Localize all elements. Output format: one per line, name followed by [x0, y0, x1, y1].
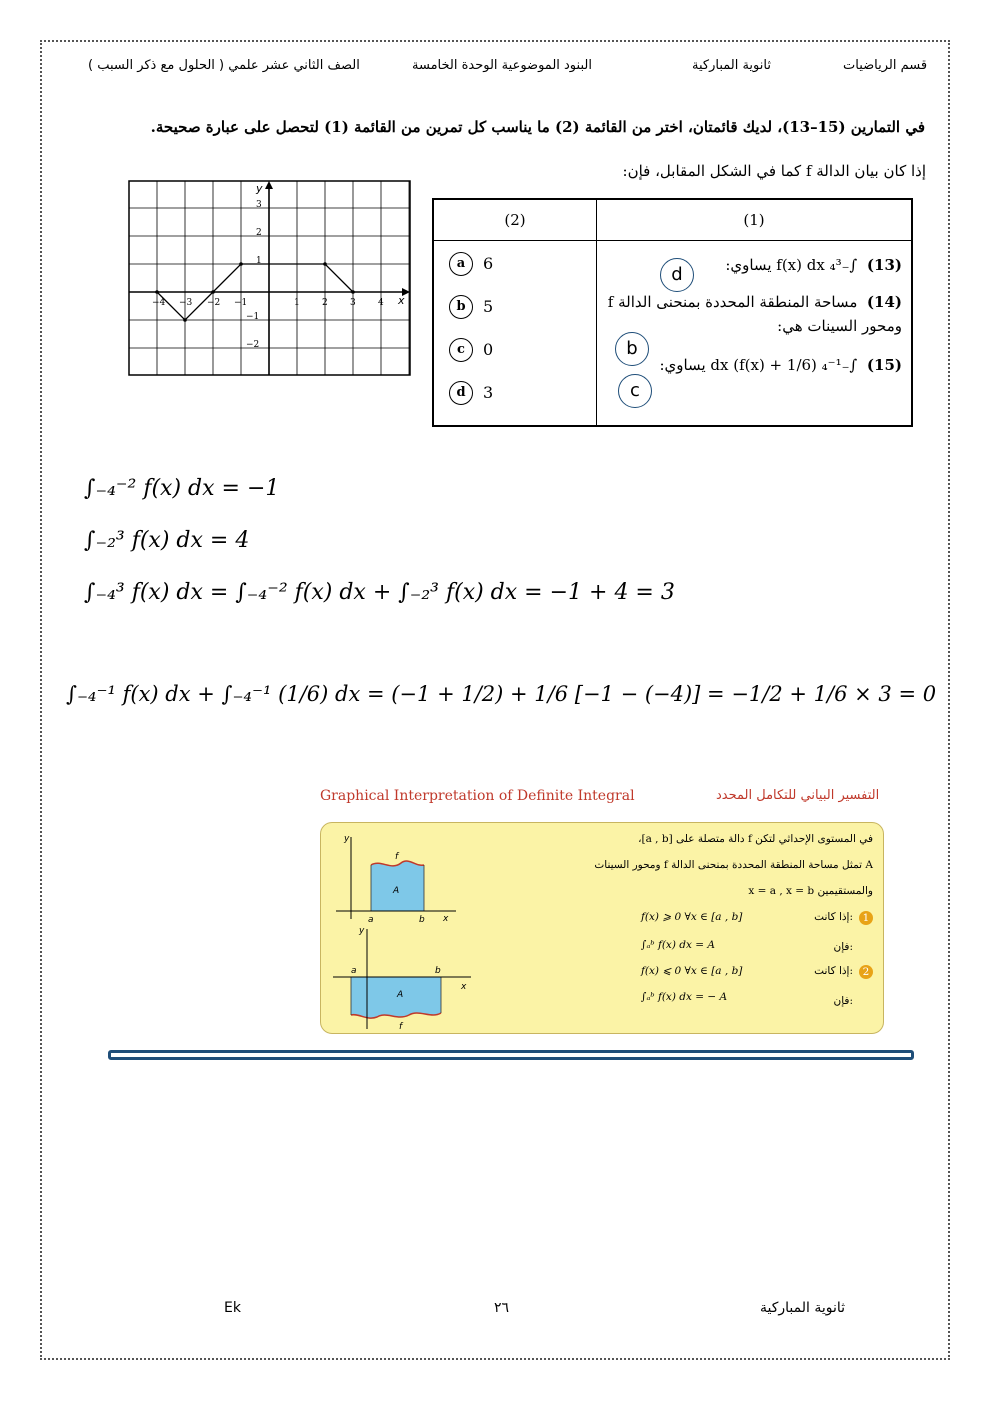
section-divider	[108, 1050, 914, 1060]
solution-eq1: ∫₋₄⁻² f(x) dx = −1	[84, 476, 280, 501]
solution-eq4: ∫₋₄⁻¹ f(x) dx + ∫₋₄⁻¹ (1/6) dx = (−1 + 1/2) + 1/6 [−1 − (−4)] = −1/2 + 1/6 × 3 = 0	[66, 682, 937, 706]
box-line3: والمستقيمين x = a , x = b	[748, 885, 873, 897]
function-vertex	[211, 290, 215, 294]
matching-table	[432, 198, 913, 427]
svg-text:y: y	[344, 834, 350, 844]
case1-result: ∫ₐᵇ f(x) dx = A	[641, 939, 715, 951]
option-c[interactable]: c 0	[435, 328, 595, 371]
footer-page-number: ٢٦	[494, 1300, 510, 1316]
function-vertex	[239, 262, 243, 266]
case2-condition: f(x) ⩽ 0 ∀x ∈ [a , b]	[641, 965, 743, 977]
answer-14-badge: b	[615, 332, 649, 366]
y-tick-label: 3	[256, 200, 262, 210]
case2-result: ∫ₐᵇ f(x) dx = − A	[641, 991, 728, 1003]
x-tick-label: −4	[152, 298, 166, 308]
instruction: في التمارين (15–13)، لديك قائمتان، اختر من القائمة (2) ما يناسب كل تمرين من القائمة (1) لتحصل على عبارة صحيحة.	[150, 118, 925, 136]
function-vertex	[155, 290, 159, 294]
y-tick-label: 1	[256, 256, 262, 266]
svg-text:b: b	[419, 915, 425, 925]
case1-number: 1	[859, 911, 873, 925]
solution-eq2: ∫₋₂³ f(x) dx = 4	[84, 528, 250, 553]
case2-if: إذا كانت:	[814, 965, 853, 977]
svg-text:y: y	[359, 926, 365, 936]
svg-text:b: b	[435, 966, 441, 976]
header-dept: قسم الرياضيات	[843, 58, 928, 73]
footer-author: Ek	[224, 1300, 241, 1316]
function-vertex	[351, 290, 355, 294]
x-tick-label: 2	[322, 298, 328, 308]
svg-text:A: A	[393, 886, 400, 896]
x-tick-label: 1	[294, 298, 300, 308]
box-line1: في المستوى الإحداثي لتكن f دالة متصلة على [a , b]،	[638, 833, 873, 845]
function-vertex	[323, 262, 327, 266]
col1-header: (1)	[597, 199, 913, 241]
option-a[interactable]: a 6	[435, 242, 595, 285]
y-tick-label: −2	[246, 340, 260, 350]
svg-text:f: f	[395, 852, 399, 862]
exercise-15: (15) ∫₋₄⁻¹ (f(x) + 1/6) dx يساوي:	[659, 356, 902, 374]
option-d[interactable]: d 3	[435, 371, 595, 414]
function-vertex	[183, 318, 187, 322]
svg-text:a: a	[351, 966, 357, 976]
function-graph	[128, 180, 411, 376]
option-b[interactable]: b 5	[435, 285, 595, 328]
x-tick-label: −1	[234, 298, 248, 308]
given-statement: إذا كان بيان الدالة f كما في الشكل المقابل، فإن:	[622, 162, 926, 180]
svg-text:x: x	[461, 982, 467, 992]
case2-number: 2	[859, 965, 873, 979]
solution-eq3: ∫₋₄³ f(x) dx = ∫₋₄⁻² f(x) dx + ∫₋₂³ f(x) dx = −1 + 4 = 3	[84, 580, 675, 605]
box-line2: A تمثل مساحة المنطقة المحددة بمنحنى الدالة f ومحور السينات	[594, 859, 873, 871]
header-unit: البنود الموضوعية الوحدة الخامسة	[412, 58, 592, 73]
box-title-ar: التفسير البياني للتكامل المحدد	[716, 788, 880, 803]
x-axis-label: x	[398, 294, 405, 307]
header-school: ثانوية المباركية	[692, 58, 771, 73]
exercise-14: (14) مساحة المنطقة المحددة بمنحنى الدالة f ومحور السينات هي:	[607, 293, 902, 335]
y-tick-label: −1	[246, 312, 260, 322]
case1-then: فإن:	[833, 941, 853, 953]
x-tick-label: −2	[207, 298, 221, 308]
options-list	[433, 241, 597, 427]
svg-text:f: f	[399, 1022, 403, 1029]
answer-13-badge: d	[660, 258, 694, 292]
y-tick-label: 2	[256, 228, 262, 238]
col2-header: (2)	[433, 199, 597, 241]
x-tick-label: 4	[378, 298, 384, 308]
svg-text:A: A	[397, 990, 404, 1000]
header-grade: الصف الثاني عشر علمي ( الحلول مع ذكر السبب )	[88, 58, 360, 73]
svg-text:x: x	[443, 914, 449, 924]
x-tick-label: 3	[350, 298, 356, 308]
case1-if: إذا كانت:	[814, 911, 853, 923]
y-axis-label: y	[256, 182, 263, 195]
svg-text:a: a	[368, 915, 374, 925]
footer-school: ثانوية المباركية	[760, 1300, 846, 1316]
box-title-en: Graphical Interpretation of Definite Integral	[320, 788, 635, 804]
case2-then: فإن:	[833, 995, 853, 1007]
definition-box	[320, 822, 884, 1034]
integral-figure	[331, 829, 481, 1029]
case1-condition: f(x) ⩾ 0 ∀x ∈ [a , b]	[641, 911, 743, 923]
x-tick-label: −3	[179, 298, 193, 308]
exercise-13: (13) ∫₋₄³ f(x) dx يساوي:	[725, 256, 902, 274]
answer-15-badge: c	[618, 374, 652, 408]
